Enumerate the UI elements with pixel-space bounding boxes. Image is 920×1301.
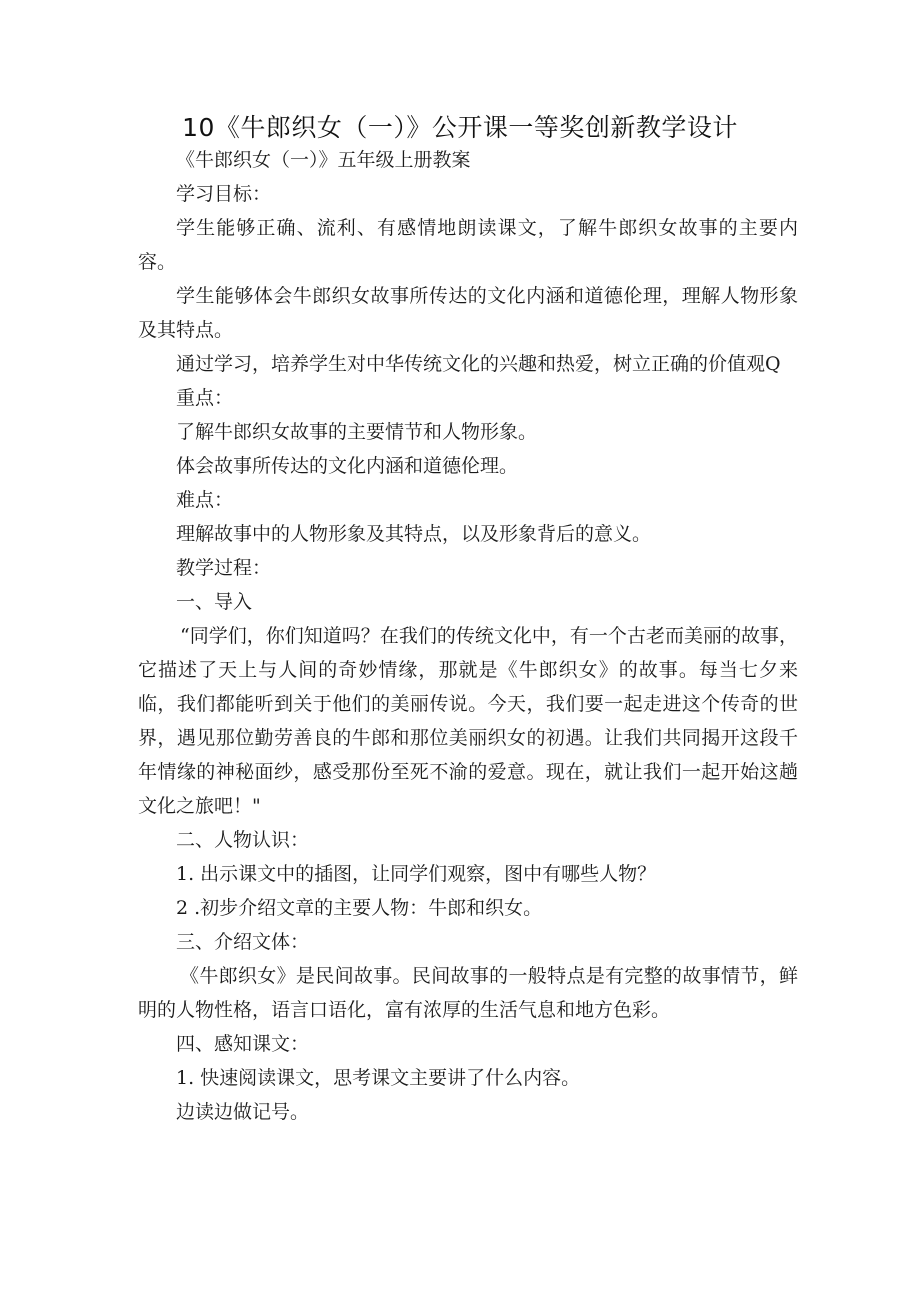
- objective-item: 通过学习，培养学生对中华传统文化的兴趣和热爱，树立正确的价值观Q: [176, 353, 781, 375]
- document-title: 10《牛郎织女（一）》公开课一等奖创新教学设计: [182, 113, 738, 142]
- list-item: 2 .初步介绍文章的主要人物：牛郎和织女。: [176, 897, 543, 919]
- difficulty-text: 理解故事中的人物形象及其特点，以及形象背后的意义。: [176, 523, 652, 545]
- document-body: [138, 143, 798, 1129]
- objective-item: 学生能够体会牛郎织女故事所传达的文化内涵和道德伦理，理解人物形象及其特点。: [138, 285, 798, 341]
- objectives-heading: 学习目标：: [176, 183, 272, 205]
- section-heading: 三、介绍文体：: [176, 931, 310, 953]
- section-paragraph: “同学们，你们知道吗？在我们的传统文化中，有一个古老而美丽的故事，它描述了天上与人间的奇妙情缘，那就是《牛郎织女》的故事。每当七夕来临，我们都能听到关于他们的美丽传说。今天，我们要一起走进这个传奇的世界，遇见那位勤劳善良的牛郎和那位美丽织女的初遇。让我们共同揭开这段千年情缘的神秘面纱，感受那份至死不渝的爱意。现在，就让我们一起开始这趟文化之旅吧！": [138, 625, 798, 817]
- section-heading: 一、导入: [176, 591, 253, 613]
- key-points-heading: 重点：: [176, 387, 234, 409]
- list-item: 边读边做记号。: [176, 1101, 310, 1123]
- key-point-item: 了解牛郎织女故事的主要情节和人物形象。: [176, 421, 538, 443]
- list-item: 1. 出示课文中的插图，让同学们观察，图中有哪些人物？: [176, 863, 657, 885]
- section-heading: 四、感知课文：: [176, 1033, 310, 1055]
- objective-item: 学生能够正确、流利、有感情地朗读课文，了解牛郎织女故事的主要内容。: [138, 217, 798, 273]
- list-item: 1. 快速阅读课文，思考课文主要讲了什么内容。: [176, 1067, 581, 1089]
- difficulty-heading: 难点：: [176, 489, 234, 511]
- section-heading: 二、人物认识：: [176, 829, 310, 851]
- process-heading: 教学过程：: [176, 557, 272, 579]
- key-point-item: 体会故事所传达的文化内涵和道德伦理。: [176, 455, 519, 477]
- document-subtitle: 《牛郎织女（一）》五年级上册教案: [176, 149, 471, 171]
- section-paragraph: 《牛郎织女》是民间故事。民间故事的一般特点是有完整的故事情节，鲜明的人物性格，语言口语化，富有浓厚的生活气息和地方色彩。: [138, 965, 798, 1021]
